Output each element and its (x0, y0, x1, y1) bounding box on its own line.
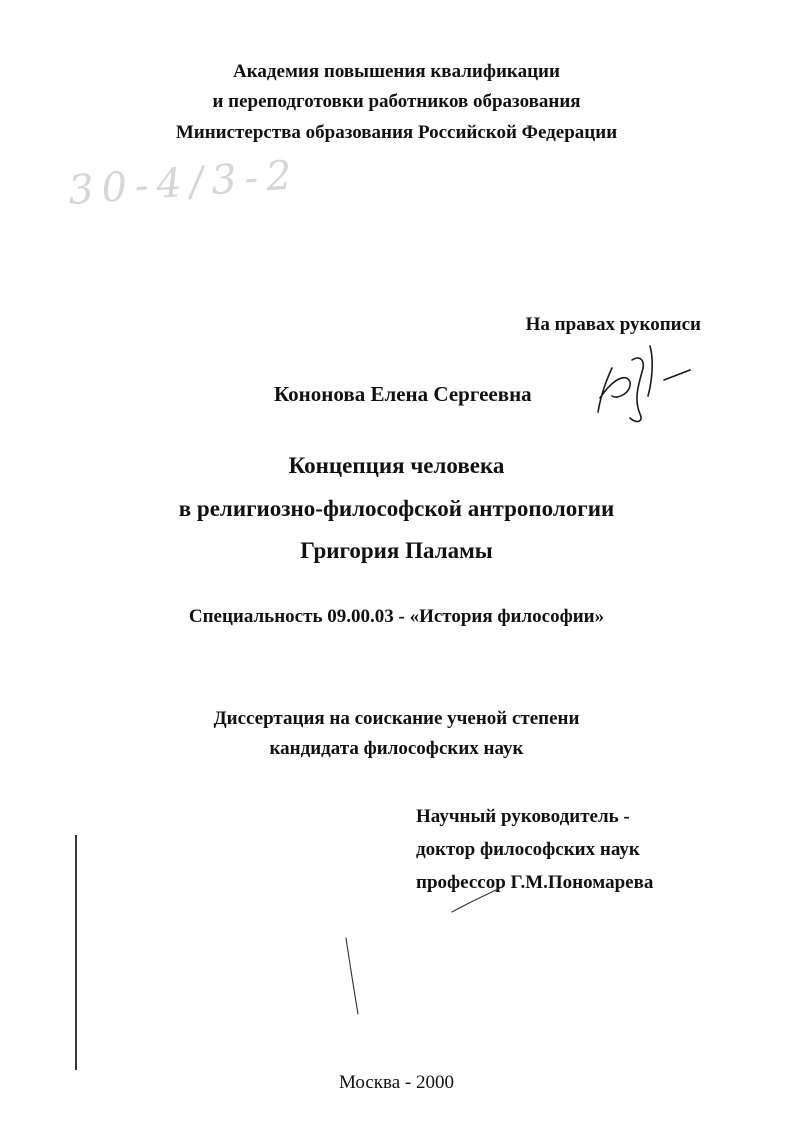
title-line-1: Концепция человека (288, 453, 505, 478)
supervisor-line-3: профессор Г.М.Пономарева (416, 872, 654, 893)
title-line-3: Григория Паламы (300, 538, 493, 563)
institution-line-3: Министерства образования Российской Федерации (175, 122, 618, 143)
supervisor-line-1: Научный руководитель - (416, 806, 630, 827)
dissertation-line-1: Диссертация на соискание ученой степени (213, 708, 580, 729)
dissertation-line-2: кандидата философских наук (269, 738, 524, 759)
institution-line-2: и переподготовки работников образования (212, 91, 581, 112)
specialty: Специальность 09.00.03 - «История философии» (188, 606, 605, 627)
city-year: Москва - 2000 (338, 1072, 455, 1093)
institution-line-1: Академия повышения квалификации (233, 61, 560, 82)
handwritten-archive-note: 30-4/3-2 (66, 151, 302, 215)
manuscript-note: На правах рукописи (525, 314, 701, 335)
pen-stroke-vertical (346, 938, 358, 1014)
title-line-2: в религиозно-философской антропологии (178, 496, 615, 521)
supervisor-line-2: доктор философских наук (416, 839, 640, 860)
author-name: Кононова Елена Сергеевна (274, 382, 532, 406)
